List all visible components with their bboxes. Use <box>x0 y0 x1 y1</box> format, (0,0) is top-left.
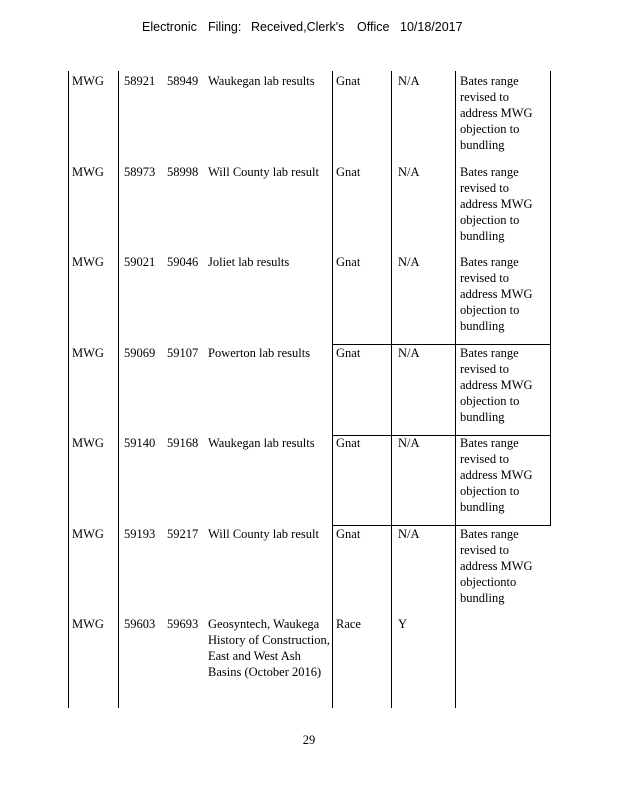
privilege-log-table <box>68 71 551 708</box>
cell-author: Gnat <box>336 255 361 269</box>
filing-header <box>0 20 618 38</box>
cell-privilege: N/A <box>398 255 420 269</box>
cell-privilege: N/A <box>398 165 420 179</box>
cell-note: Bates range revised to address MWG objection to bundling <box>460 346 533 424</box>
cell-end: 59217 <box>167 527 199 541</box>
header-electronic: Electronic <box>142 20 197 34</box>
column-divider <box>118 71 119 708</box>
cell-end: 59168 <box>167 436 199 450</box>
cell-end: 58949 <box>167 74 199 88</box>
cell-note: Bates range revised to address MWG objection to bundling <box>460 436 533 514</box>
cell-party: MWG <box>72 74 104 88</box>
column-divider <box>391 71 392 708</box>
cell-description: Geosyntech, Waukega History of Construction, East and West Ash Basins (October 2016) <box>208 617 330 679</box>
cell-description: Will County lab result <box>208 165 319 179</box>
cell-note: Bates range revised to address MWG objectionto bundling <box>460 527 533 605</box>
cell-note: Bates range revised to address MWG objection to bundling <box>460 165 533 243</box>
cell-privilege: N/A <box>398 346 420 360</box>
cell-author: Race <box>336 617 361 631</box>
cell-note: Bates range revised to address MWG objection to bundling <box>460 74 533 152</box>
cell-note: Bates range revised to address MWG objection to bundling <box>460 255 533 333</box>
cell-end: 59107 <box>167 346 199 360</box>
cell-description: Will County lab result <box>208 527 319 541</box>
cell-begin: 59140 <box>124 436 156 450</box>
cell-privilege: N/A <box>398 527 420 541</box>
cell-begin: 58973 <box>124 165 156 179</box>
cell-begin: 59069 <box>124 346 156 360</box>
cell-privilege: N/A <box>398 436 420 450</box>
cell-end: 58998 <box>167 165 199 179</box>
cell-description: Waukegan lab results <box>208 436 315 450</box>
cell-author: Gnat <box>336 346 361 360</box>
header-date: 10/18/2017 <box>400 20 463 34</box>
table-border-left <box>68 71 69 708</box>
cell-description: Powerton lab results <box>208 346 311 360</box>
cell-party: MWG <box>72 165 104 179</box>
header-office: Office <box>357 20 390 34</box>
cell-author: Gnat <box>336 74 361 88</box>
cell-party: MWG <box>72 617 104 631</box>
cell-description: Waukegan lab results <box>208 74 315 88</box>
column-divider <box>455 71 456 708</box>
cell-begin: 58921 <box>124 74 156 88</box>
cell-end: 59693 <box>167 617 199 631</box>
cell-begin: 59603 <box>124 617 156 631</box>
table-border-right <box>550 71 551 525</box>
page-number: 29 <box>302 733 316 747</box>
cell-privilege: Y <box>398 617 408 631</box>
cell-begin: 59193 <box>124 527 156 541</box>
cell-end: 59046 <box>167 255 199 269</box>
cell-party: MWG <box>72 255 104 269</box>
header-received: Received,Clerk's <box>251 20 345 34</box>
cell-author: Gnat <box>336 165 361 179</box>
cell-author: Gnat <box>336 436 361 450</box>
cell-party: MWG <box>72 346 104 360</box>
cell-party: MWG <box>72 527 104 541</box>
header-filing: Filing: <box>208 20 242 34</box>
cell-party: MWG <box>72 436 104 450</box>
cell-begin: 59021 <box>124 255 156 269</box>
cell-author: Gnat <box>336 527 361 541</box>
cell-privilege: N/A <box>398 74 420 88</box>
cell-description: Joliet lab results <box>208 255 290 269</box>
